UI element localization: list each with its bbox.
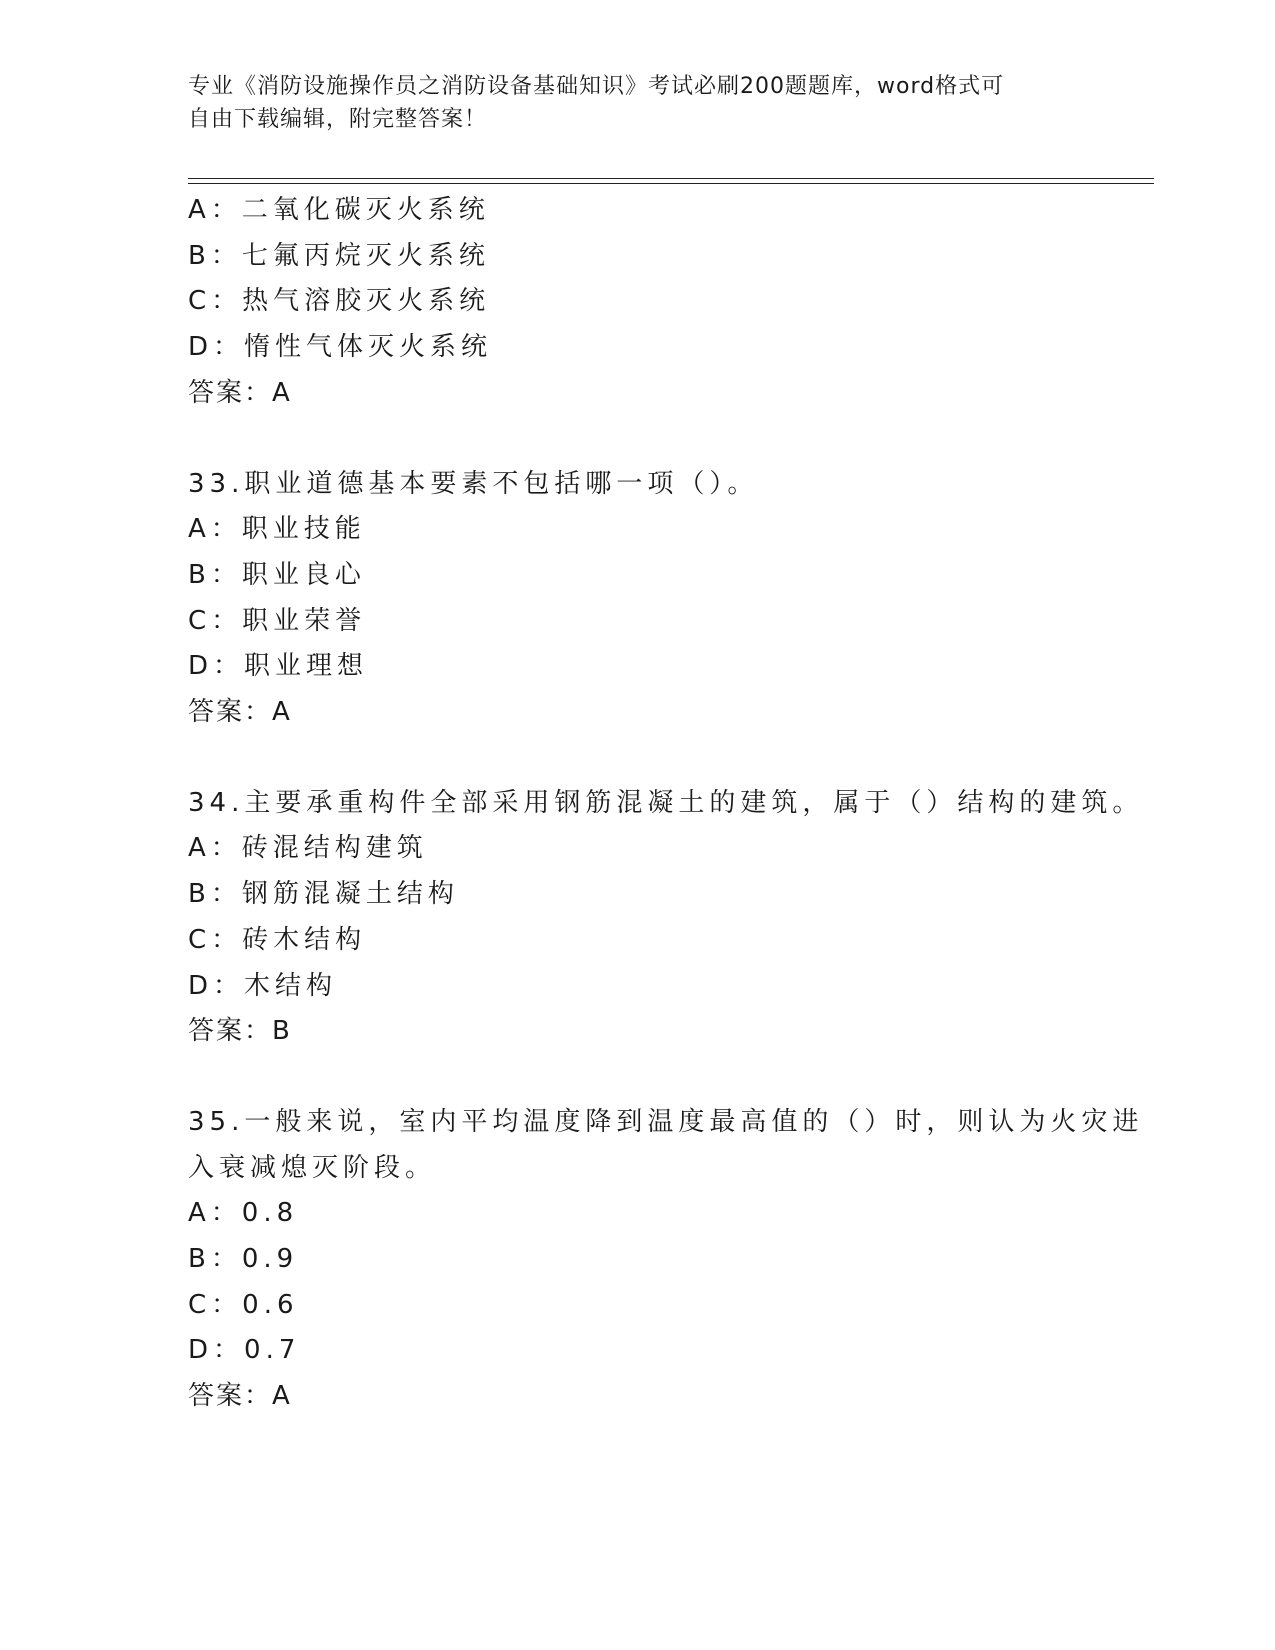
question-34 bbox=[188, 781, 1144, 1055]
option-d: D：惰性气体灭火系统 bbox=[188, 332, 493, 363]
question-33 bbox=[188, 462, 1108, 736]
answer: 答案：A bbox=[188, 1381, 292, 1412]
answer: 答案：B bbox=[188, 1016, 292, 1047]
question-text: 34.主要承重构件全部采用钢筋混凝土的建筑，属于（）结构的建筑。 bbox=[188, 787, 1144, 818]
option-b: B：七氟丙烷灭火系统 bbox=[188, 240, 490, 271]
option-b: B：职业良心 bbox=[188, 559, 366, 590]
option-b: B：钢筋混凝土结构 bbox=[188, 879, 459, 910]
option-c: C：0.6 bbox=[188, 1289, 299, 1320]
option-a: A：职业技能 bbox=[188, 514, 366, 545]
question-text-line-1: 35.一般来说，室内平均温度降到温度最高值的（）时，则认为火灾进 bbox=[188, 1106, 1144, 1137]
option-a: A：砖混结构建筑 bbox=[188, 833, 428, 864]
header-divider-top bbox=[188, 178, 1154, 179]
document-header bbox=[188, 70, 1088, 136]
option-c: C：砖木结构 bbox=[188, 924, 367, 955]
option-c: C：职业荣誉 bbox=[188, 605, 367, 636]
answer: 答案：A bbox=[188, 377, 292, 408]
option-d: D：0.7 bbox=[188, 1335, 301, 1366]
question-35 bbox=[188, 1100, 1144, 1420]
question-text: 33.职业道德基本要素不包括哪一项（）。 bbox=[188, 468, 759, 499]
header-line-1: 专业《消防设施操作员之消防设备基础知识》考试必刷200题题库，word格式可 bbox=[188, 74, 1005, 99]
question-list bbox=[188, 188, 1144, 1420]
option-b: B：0.9 bbox=[188, 1244, 299, 1275]
header-line-2: 自由下载编辑，附完整答案！ bbox=[188, 107, 488, 132]
header-divider-bottom bbox=[188, 183, 1154, 184]
option-c: C：热气溶胶灭火系统 bbox=[188, 286, 491, 317]
option-d: D：木结构 bbox=[188, 970, 338, 1001]
option-a: A：0.8 bbox=[188, 1198, 299, 1229]
option-d: D：职业理想 bbox=[188, 651, 369, 682]
question-text-line-2: 入衰减熄灭阶段。 bbox=[188, 1152, 437, 1183]
option-a: A：二氧化碳灭火系统 bbox=[188, 195, 490, 225]
answer: 答案：A bbox=[188, 697, 292, 728]
question-32-tail bbox=[188, 188, 1108, 417]
